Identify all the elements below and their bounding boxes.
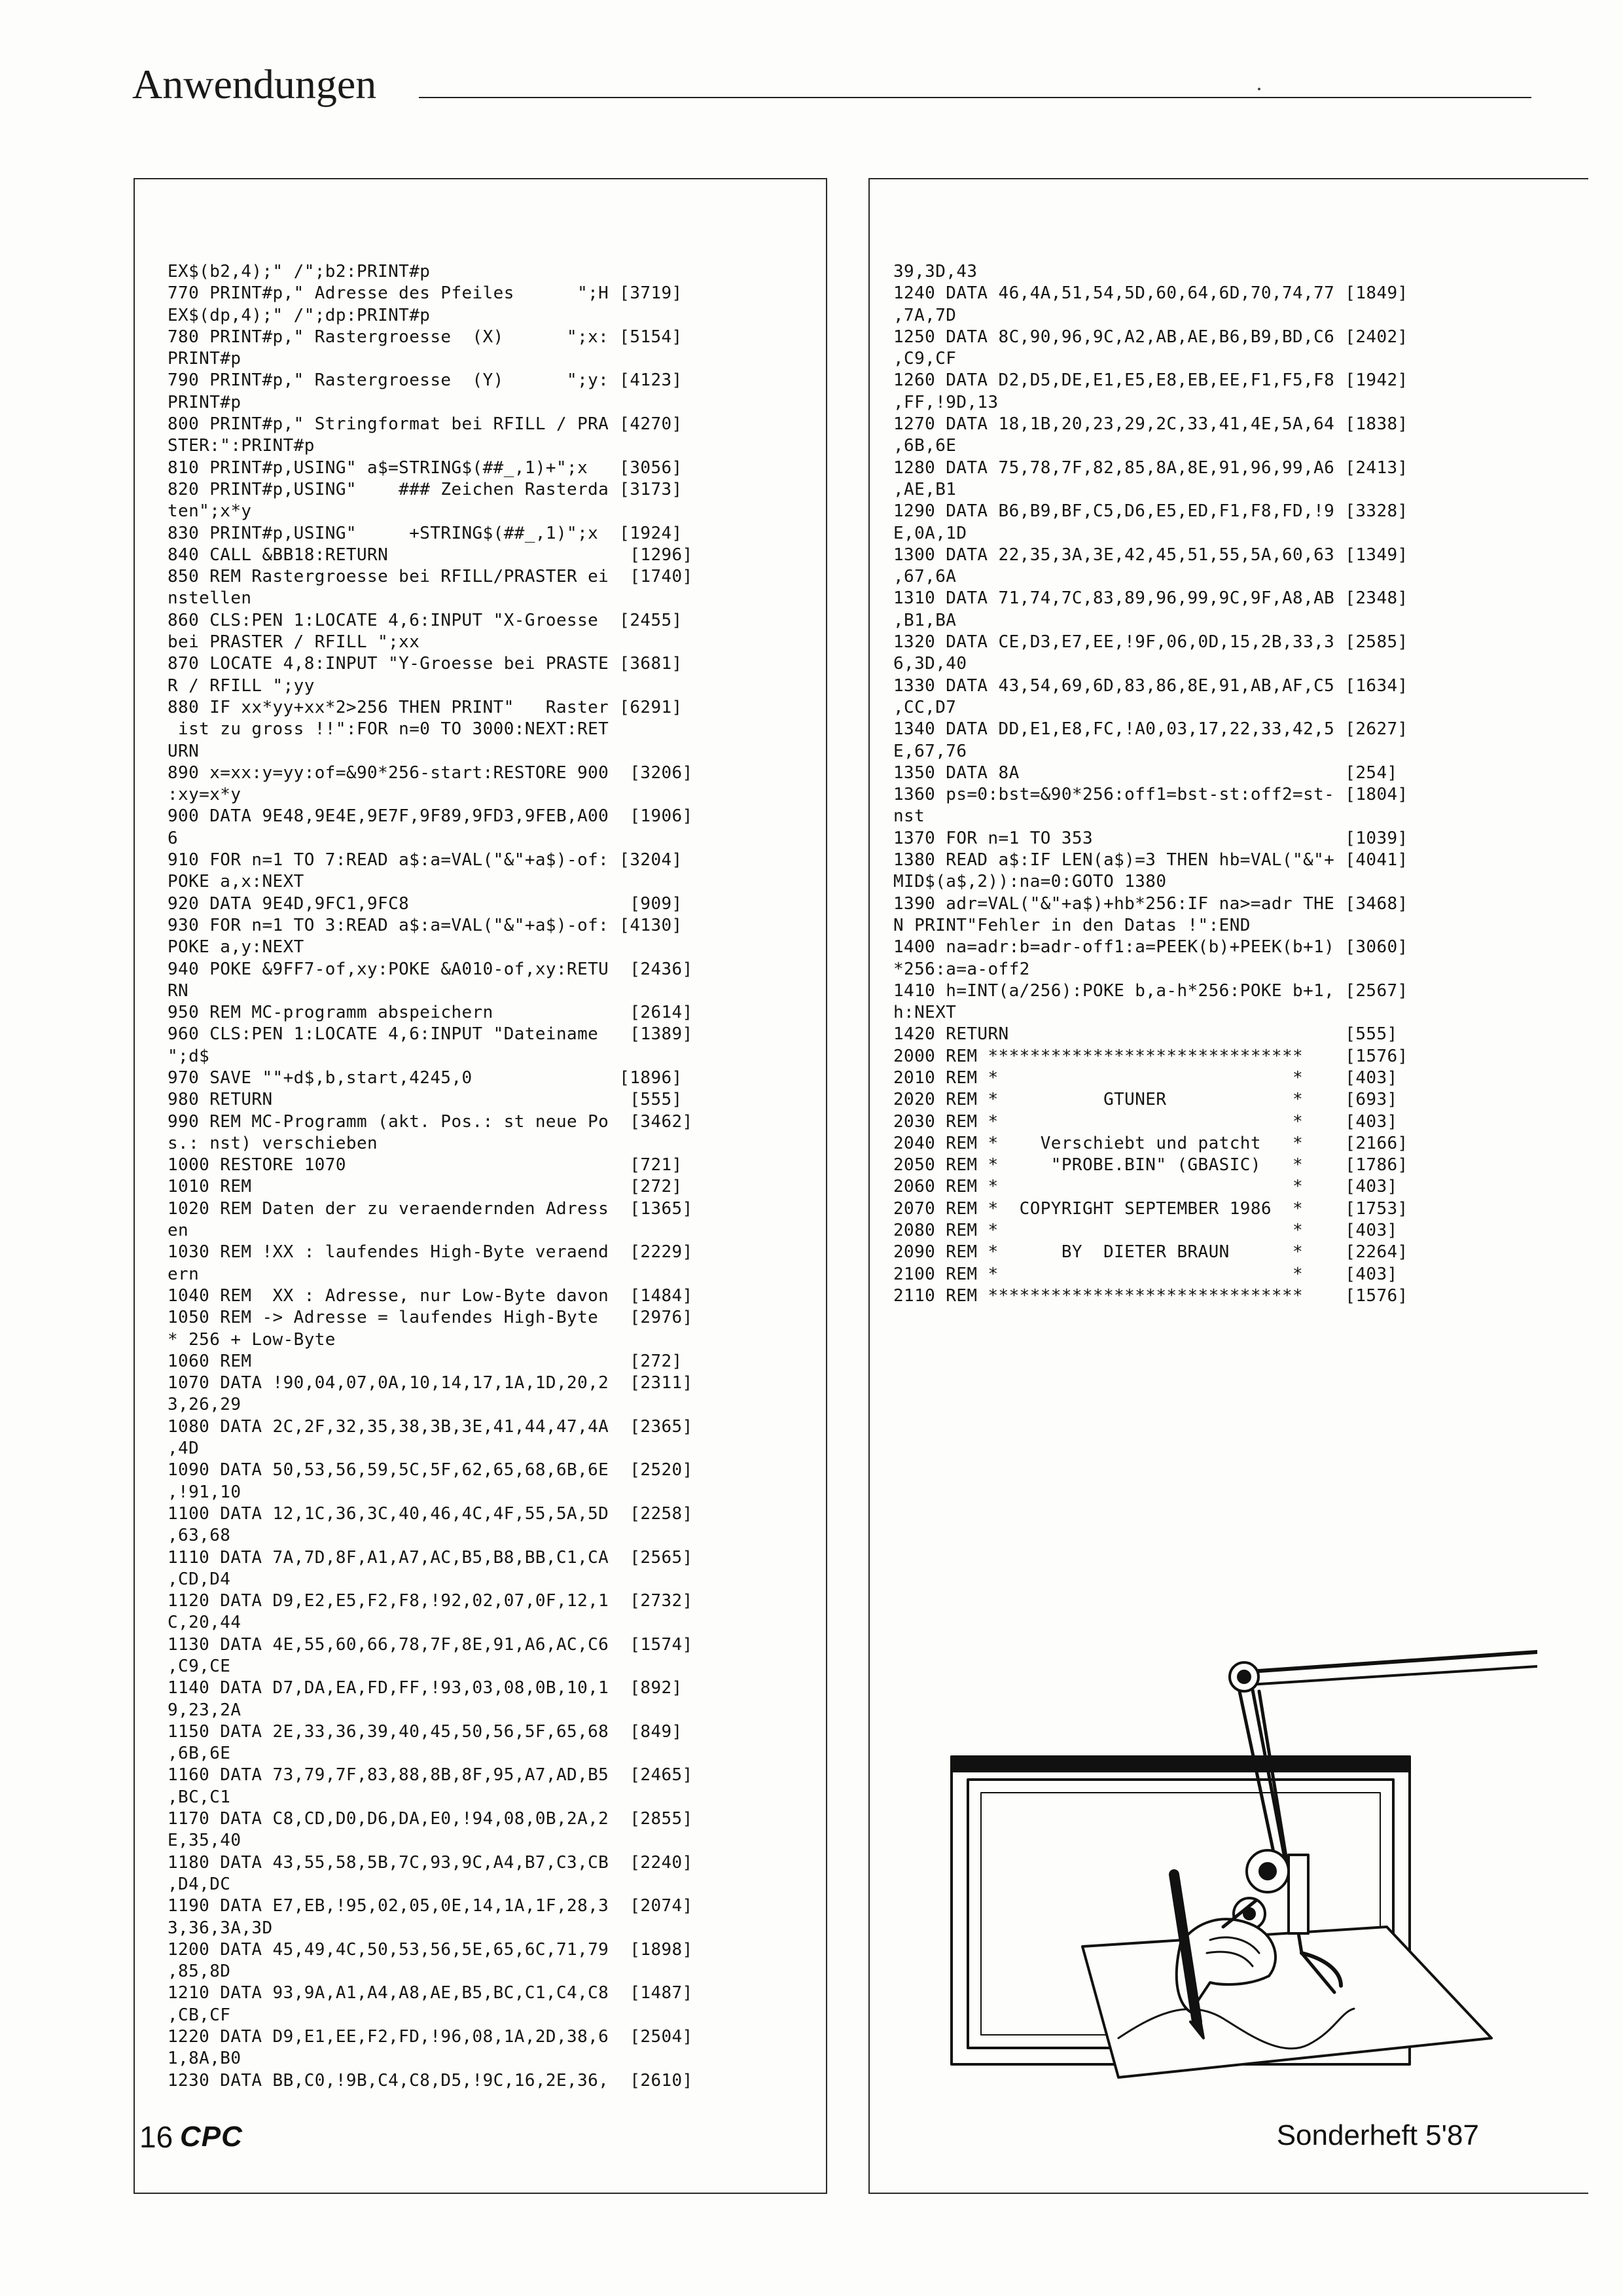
code-line: ist zu gross !!":FOR n=0 TO 3000:NEXT:RET: [168, 719, 609, 740]
code-line: ,6B,6E: [893, 436, 957, 456]
code-line: 1220 DATA D9,E1,EE,F2,FD,!96,08,1A,2D,38,6 [2504]: [168, 2027, 693, 2047]
code-line: 6,3D,40: [893, 654, 967, 674]
plotter-drawing-hand-illustration: [883, 1645, 1537, 2090]
code-line: 1000 RESTORE 1070 [721]: [168, 1155, 683, 1175]
code-line: *256:a=a-off2: [893, 959, 1030, 979]
code-line: 1130 DATA 4E,55,60,66,78,7F,8E,91,A6,AC,C6 [1574]: [168, 1634, 693, 1655]
code-line: 2000 REM ****************************** [1576]: [893, 1046, 1408, 1066]
code-line: 1090 DATA 50,53,56,59,5C,5F,62,65,68,6B,6E [2520]: [168, 1460, 693, 1480]
right-listing-panel: [868, 178, 1588, 2194]
code-line: 1400 na=adr:b=adr-off1:a=PEEK(b)+PEEK(b+1) [3060]: [893, 937, 1408, 958]
code-line: ,BC,C1: [168, 1787, 231, 1807]
code-line: 1260 DATA D2,D5,DE,E1,E5,E8,EB,EE,F1,F5,F8 [1942]: [893, 370, 1408, 391]
code-line: ";d$: [168, 1046, 210, 1066]
code-line: 870 LOCATE 4,8:INPUT "Y-Groesse bei PRASTE [3681]: [168, 654, 683, 674]
code-line: 1200 DATA 45,49,4C,50,53,56,5E,65,6C,71,79 [1898]: [168, 1939, 693, 1960]
code-line: 1180 DATA 43,55,58,5B,7C,93,9C,A4,B7,C3,CB [2240]: [168, 1852, 693, 1873]
code-line: 1210 DATA 93,9A,A1,A4,A8,AE,B5,BC,C1,C4,C8 [1487]: [168, 1983, 693, 2003]
code-line: en: [168, 1221, 189, 1241]
code-line: ,CD,D4: [168, 1569, 231, 1589]
code-line: 1350 DATA 8A [254]: [893, 762, 1398, 783]
code-line: bei PRASTER / RFILL ";xx: [168, 632, 420, 653]
code-line: s.: nst) verschieben: [168, 1133, 378, 1153]
code-line: 1080 DATA 2C,2F,32,35,38,3B,3E,41,44,47,4A [2365]: [168, 1416, 693, 1437]
code-line: 1100 DATA 12,1C,36,3C,40,46,4C,4F,55,5A,5D [2258]: [168, 1503, 693, 1524]
code-line: ,C9,CF: [893, 349, 957, 369]
code-line: 980 RETURN [555]: [168, 1090, 683, 1110]
code-line: 39,3D,43: [893, 262, 978, 281]
code-line: 1060 REM [272]: [168, 1351, 683, 1371]
code-line: ,4D: [168, 1439, 200, 1459]
code-line: 1160 DATA 73,79,7F,83,88,8B,8F,95,A7,AD,B5 [2465]: [168, 1765, 693, 1785]
code-line: 1300 DATA 22,35,3A,3E,42,45,51,55,5A,60,63 [1349]: [893, 545, 1408, 565]
code-line: 2060 REM * * [403]: [893, 1177, 1398, 1197]
header-dot: [1258, 88, 1260, 90]
code-line: 1230 DATA BB,C0,!9B,C4,C8,D5,!9C,16,2E,36, [2610]: [168, 2070, 693, 2090]
left-listing-panel: [134, 178, 827, 2194]
code-line: 2030 REM * * [403]: [893, 1111, 1398, 1132]
basic-listing-right: [893, 261, 1408, 1307]
code-line: POKE a,y:NEXT: [168, 937, 304, 958]
section-title: Anwendungen: [132, 61, 377, 107]
code-line: 2110 REM ****************************** [1576]: [893, 1285, 1408, 1306]
code-line: 1390 adr=VAL("&"+a$)+hb*256:IF na>=adr THE [3468]: [893, 893, 1408, 914]
code-line: ,CC,D7: [893, 697, 957, 717]
code-line: 830 PRINT#p,USING" +STRING$(##_,1)";x [1924]: [168, 523, 683, 543]
code-line: 770 PRINT#p," Adresse des Pfeiles ";H [3719]: [168, 283, 683, 304]
code-line: 1050 REM -> Adresse = laufendes High-Byte [2976]: [168, 1308, 693, 1328]
code-line: 800 PRINT#p," Stringformat bei RFILL / PRA [4270]: [168, 414, 683, 435]
code-line: 1040 REM XX : Adresse, nur Low-Byte davon [1484]: [168, 1285, 693, 1306]
code-line: 2100 REM * * [403]: [893, 1264, 1398, 1284]
code-line: ten";x*y: [168, 501, 252, 522]
code-line: ern: [168, 1264, 200, 1284]
code-line: ,7A,7D: [893, 305, 957, 325]
code-line: 2070 REM * COPYRIGHT SEPTEMBER 1986 * [1753]: [893, 1198, 1408, 1219]
code-line: N PRINT"Fehler in den Datas !":END: [893, 915, 1251, 935]
code-line: 1270 DATA 18,1B,20,23,29,2C,33,41,4E,5A,64 [1838]: [893, 414, 1408, 435]
issue-label: Sonderheft 5'87: [1276, 2119, 1479, 2151]
code-line: 1340 DATA DD,E1,E8,FC,!A0,03,17,22,33,42,5 [2627]: [893, 719, 1408, 740]
code-line: 1010 REM [272]: [168, 1177, 683, 1197]
code-line: ,CB,CF: [168, 2005, 231, 2025]
code-line: h:NEXT: [893, 1003, 957, 1023]
code-line: 2080 REM * * [403]: [893, 1221, 1398, 1241]
code-line: ,B1,BA: [893, 610, 957, 630]
code-line: EX$(dp,4);" /";dp:PRINT#p: [168, 305, 431, 325]
code-line: 990 REM MC-Programm (akt. Pos.: st neue Po [3462]: [168, 1111, 693, 1132]
code-line: 2040 REM * Verschiebt und patcht * [2166]: [893, 1133, 1408, 1153]
code-line: 3,26,29: [168, 1395, 241, 1415]
code-line: ,AE,B1: [893, 479, 957, 499]
code-line: 790 PRINT#p," Rastergroesse (Y) ";y: [4123]: [168, 370, 683, 391]
code-line: MID$(a$,2)):na=0:GOTO 1380: [893, 872, 1167, 892]
code-line: 3,36,3A,3D: [168, 1918, 273, 1938]
code-line: 1410 h=INT(a/256):POKE b,a-h*256:POKE b+1, [2567]: [893, 980, 1408, 1001]
page-number: 16: [139, 2120, 173, 2154]
code-line: ,!91,10: [168, 1482, 241, 1502]
code-line: :xy=x*y: [168, 785, 241, 805]
code-line: 1310 DATA 71,74,7C,83,89,96,99,9C,9F,A8,AB [2348]: [893, 588, 1408, 609]
code-line: E,0A,1D: [893, 523, 967, 543]
code-line: 1190 DATA E7,EB,!95,02,05,0E,14,1A,1F,28,3 [2074]: [168, 1896, 693, 1916]
code-line: 6: [168, 828, 179, 848]
code-line: 1,8A,B0: [168, 2049, 241, 2069]
code-line: 2010 REM * * [403]: [893, 1067, 1398, 1088]
code-line: nst: [893, 806, 925, 827]
code-line: POKE a,x:NEXT: [168, 872, 304, 892]
code-line: 850 REM Rastergroesse bei RFILL/PRASTER ei [1740]: [168, 567, 693, 587]
header-rule: [419, 97, 1531, 98]
code-line: 2020 REM * GTUNER * [693]: [893, 1090, 1398, 1110]
code-line: 9,23,2A: [168, 1700, 241, 1720]
code-line: PRINT#p: [168, 349, 241, 369]
code-line: 820 PRINT#p,USING" ### Zeichen Rasterda [3173]: [168, 479, 683, 499]
code-line: ,FF,!9D,13: [893, 392, 999, 412]
code-line: R / RFILL ";yy: [168, 675, 315, 696]
code-line: 1170 DATA C8,CD,D0,D6,DA,E0,!94,08,0B,2A,2 [2855]: [168, 1809, 693, 1829]
code-line: 1360 ps=0:bst=&90*256:off1=bst-st:off2=st- [1804]: [893, 785, 1408, 805]
code-line: 2090 REM * BY DIETER BRAUN * [2264]: [893, 1242, 1408, 1263]
code-line: 930 FOR n=1 TO 3:READ a$:a=VAL("&"+a$)-of: [4130]: [168, 915, 683, 935]
code-line: EX$(b2,4);" /";b2:PRINT#p: [168, 262, 431, 281]
code-line: ,85,8D: [168, 1962, 231, 1982]
code-line: 1330 DATA 43,54,69,6D,83,86,8E,91,AB,AF,C5 [1634]: [893, 675, 1408, 696]
code-line: ,6B,6E: [168, 1744, 231, 1764]
code-line: ,C9,CE: [168, 1657, 231, 1676]
code-line: 940 POKE &9FF7-of,xy:POKE &A010-of,xy:RETU [2436]: [168, 959, 693, 979]
code-line: 880 IF xx*yy+xx*2>256 THEN PRINT" Raster [6291]: [168, 697, 683, 717]
code-line: 1290 DATA B6,B9,BF,C5,D6,E5,ED,F1,F8,FD,!9 [3328]: [893, 501, 1408, 522]
code-line: 810 PRINT#p,USING" a$=STRING$(##_,1)+";x [3056]: [168, 457, 683, 478]
magazine-logo: CPC: [180, 2121, 243, 2153]
code-line: 1030 REM !XX : laufendes High-Byte veraend [2229]: [168, 1242, 693, 1263]
code-line: ,D4,DC: [168, 1874, 231, 1894]
code-line: 1240 DATA 46,4A,51,54,5D,60,64,6D,70,74,77 [1849]: [893, 283, 1408, 304]
code-line: C,20,44: [168, 1613, 241, 1633]
code-line: 1140 DATA D7,DA,EA,FD,FF,!93,03,08,0B,10,1 [892]: [168, 1678, 683, 1698]
code-line: 2050 REM * "PROBE.BIN" (GBASIC) * [1786]: [893, 1155, 1408, 1175]
code-line: 1380 READ a$:IF LEN(a$)=3 THEN hb=VAL("&"+ [4041]: [893, 850, 1408, 870]
code-line: 890 x=xx:y=yy:of=&90*256-start:RESTORE 900 [3206]: [168, 762, 693, 783]
code-line: 1020 REM Daten der zu veraendernden Adress [1365]: [168, 1198, 693, 1219]
code-line: STER:":PRINT#p: [168, 436, 315, 456]
code-line: 1070 DATA !90,04,07,0A,10,14,17,1A,1D,20,2 [2311]: [168, 1373, 693, 1393]
code-line: E,67,76: [893, 741, 967, 761]
code-line: 920 DATA 9E4D,9FC1,9FC8 [909]: [168, 893, 683, 914]
code-line: 1150 DATA 2E,33,36,39,40,45,50,56,5F,65,68 [849]: [168, 1721, 683, 1742]
code-line: 900 DATA 9E48,9E4E,9E7F,9F89,9FD3,9FEB,A00 [1906]: [168, 806, 693, 827]
code-line: 970 SAVE ""+d$,b,start,4245,0 [1896]: [168, 1067, 683, 1088]
code-line: 950 REM MC-programm abspeichern [2614]: [168, 1003, 693, 1023]
code-line: nstellen: [168, 588, 252, 609]
code-line: E,35,40: [168, 1831, 241, 1851]
code-line: 860 CLS:PEN 1:LOCATE 4,6:INPUT "X-Groesse [2455]: [168, 610, 683, 630]
code-line: PRINT#p: [168, 392, 241, 412]
code-line: ,67,6A: [893, 567, 957, 587]
basic-listing-left: [168, 261, 693, 2092]
code-line: * 256 + Low-Byte: [168, 1329, 336, 1350]
code-line: ,63,68: [168, 1526, 231, 1546]
code-line: URN: [168, 741, 200, 761]
code-line: 1420 RETURN [555]: [893, 1024, 1398, 1045]
code-line: 960 CLS:PEN 1:LOCATE 4,6:INPUT "Dateiname [1389]: [168, 1024, 693, 1045]
code-line: 1280 DATA 75,78,7F,82,85,8A,8E,91,96,99,A6 [2413]: [893, 457, 1408, 478]
code-line: 1120 DATA D9,E2,E5,F2,F8,!92,02,07,0F,12,1 [2732]: [168, 1591, 693, 1611]
code-line: RN: [168, 980, 189, 1001]
code-line: 910 FOR n=1 TO 7:READ a$:a=VAL("&"+a$)-of: [3204]: [168, 850, 683, 870]
code-line: 780 PRINT#p," Rastergroesse (X) ";x: [5154]: [168, 327, 683, 347]
code-line: 1370 FOR n=1 TO 353 [1039]: [893, 828, 1408, 848]
code-line: 1320 DATA CE,D3,E7,EE,!9F,06,0D,15,2B,33,3 [2585]: [893, 632, 1408, 653]
code-line: 1110 DATA 7A,7D,8F,A1,A7,AC,B5,B8,BB,C1,CA [2565]: [168, 1547, 693, 1568]
code-line: 1250 DATA 8C,90,96,9C,A2,AB,AE,B6,B9,BD,C6 [2402]: [893, 327, 1408, 347]
code-line: 840 CALL &BB18:RETURN [1296]: [168, 545, 693, 565]
